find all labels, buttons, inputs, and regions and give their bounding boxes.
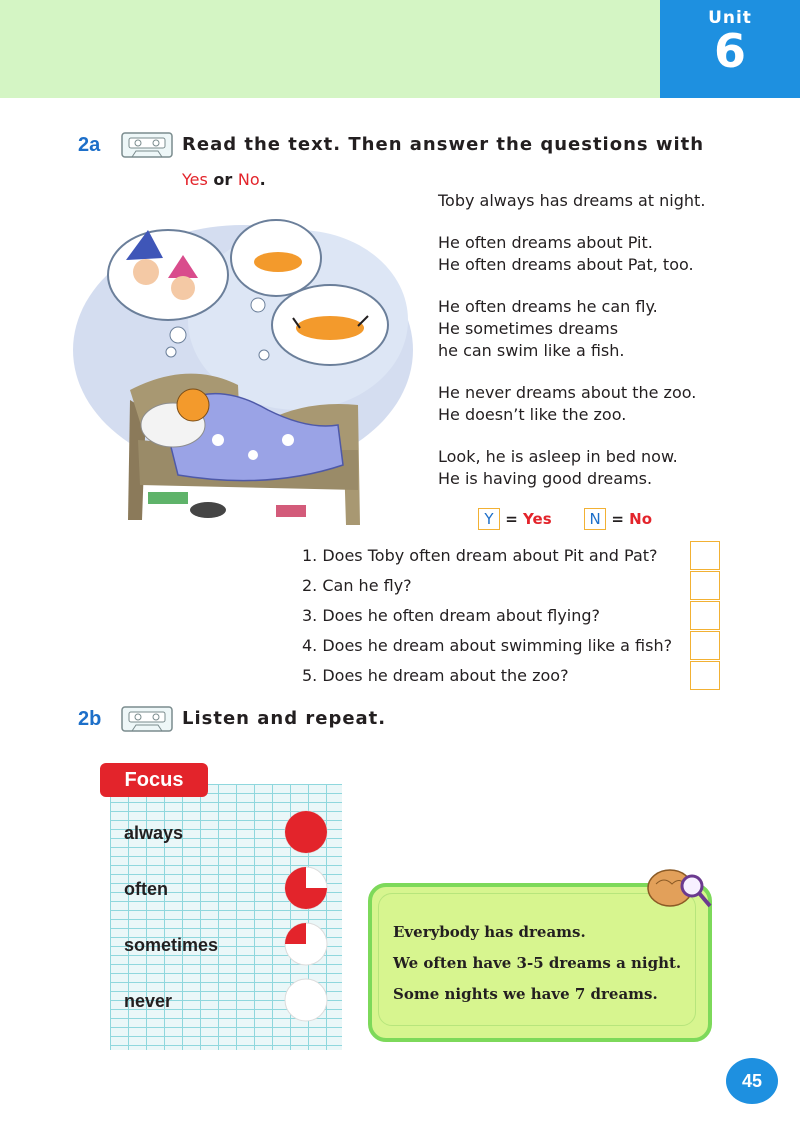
frequency-circle-never: [283, 977, 329, 1023]
frequency-word: sometimes: [124, 935, 219, 955]
answer-box-4[interactable]: [690, 631, 720, 660]
story-line: He is having good dreams.: [438, 469, 653, 488]
frequency-word: never: [124, 991, 173, 1011]
story-paragraph: [438, 232, 778, 276]
story-line: He sometimes dreams: [438, 319, 619, 338]
question-item: 4. Does he dream about swimming like a fish?: [302, 636, 673, 655]
period: .: [259, 170, 266, 189]
legend-y-box: Y: [478, 508, 500, 530]
story-paragraph: [438, 296, 778, 362]
brain-magnifier-icon: [646, 862, 714, 912]
sleeping-toby-illustration: [68, 200, 428, 540]
frequency-word: often: [124, 879, 168, 899]
header-band: [0, 0, 660, 98]
unit-label: Unit: [708, 8, 752, 28]
question-item: 3. Does he often dream about flying?: [302, 606, 601, 625]
page-number: 45: [726, 1058, 778, 1104]
frequency-circle-often: [283, 865, 329, 911]
question-item: 1. Does Toby often dream about Pit and Pat?: [302, 546, 658, 565]
legend-n-box: N: [584, 508, 606, 530]
no-word: No: [237, 170, 260, 189]
legend-equals: =: [611, 510, 624, 528]
exercise-2a-instruction: Read the text. Then answer the questions with: [182, 134, 705, 155]
yes-or-no-line: [182, 170, 266, 189]
fact-line: Everybody has dreams.: [393, 923, 586, 941]
unit-number: 6: [713, 24, 746, 78]
unit-tab: [660, 0, 800, 98]
question-list: [302, 541, 702, 691]
story-line: He never dreams about the zoo.: [438, 383, 697, 402]
answer-box-5[interactable]: [690, 661, 720, 690]
legend-yes: Yes: [523, 510, 552, 528]
frequency-circle-sometimes: [283, 921, 329, 967]
question-item: 5. Does he dream about the zoo?: [302, 666, 569, 685]
frequency-word: always: [124, 823, 184, 843]
answer-legend: [478, 508, 652, 530]
story-paragraph: [438, 382, 778, 426]
yes-word: Yes: [182, 170, 208, 189]
story-line: He often dreams about Pat, too.: [438, 255, 694, 274]
legend-no: No: [629, 510, 653, 528]
circle-background: [285, 979, 327, 1021]
story-line: He often dreams about Pit.: [438, 233, 653, 252]
story-line: he can swim like a fish.: [438, 341, 625, 360]
story-line: Toby always has dreams at night.: [438, 191, 706, 210]
answer-box-1[interactable]: [690, 541, 720, 570]
exercise-2a-number: 2a: [78, 134, 101, 156]
answer-box-3[interactable]: [690, 601, 720, 630]
exercise-2b-number: 2b: [78, 708, 102, 730]
cassette-icon: [120, 704, 174, 734]
story-line: He doesn’t like the zoo.: [438, 405, 627, 424]
focus-title: Focus: [100, 763, 208, 797]
cassette-icon: [120, 130, 174, 160]
fact-line: Some nights we have 7 dreams.: [393, 985, 658, 1003]
story-text: [438, 190, 778, 490]
fact-line: We often have 3-5 dreams a night.: [393, 954, 682, 972]
story-paragraph: [438, 446, 778, 490]
answer-box-2[interactable]: [690, 571, 720, 600]
legend-equals: =: [505, 510, 518, 528]
fact-text: [393, 917, 681, 1010]
circle-fill: [285, 923, 306, 944]
question-item: 2. Can he fly?: [302, 576, 412, 595]
frequency-circle-always: [283, 809, 329, 855]
story-line: He often dreams he can fly.: [438, 297, 658, 316]
circle-fill: [285, 811, 327, 853]
exercise-2b-instruction: Listen and repeat.: [182, 708, 387, 729]
story-paragraph: [438, 190, 778, 212]
story-line: Look, he is asleep in bed now.: [438, 447, 678, 466]
or-word: or: [213, 170, 233, 189]
